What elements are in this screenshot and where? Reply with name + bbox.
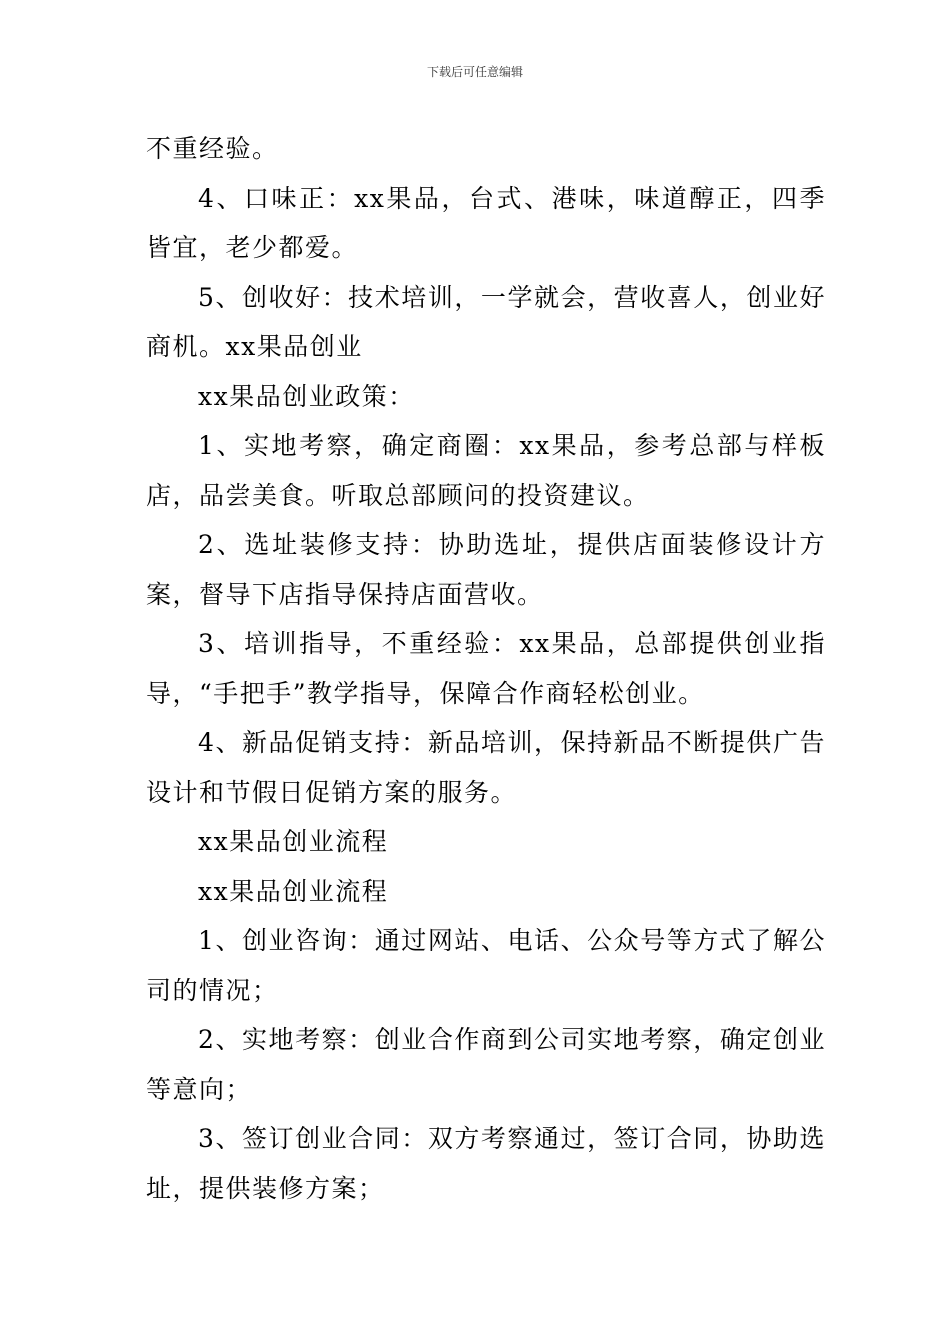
paragraph-2: 4、口味正：xx果品，台式、港味，味道醇正，四季皆宜，老少都爱。 — [146, 183, 826, 262]
paragraph-13: 3、签订创业合同：双方考察通过，签订合同，协助选址，提供装修方案； — [146, 1124, 826, 1203]
paragraph-9: xx果品创业流程 — [198, 827, 389, 856]
paragraph-11: 1、创业咨询：通过网站、电话、公众号等方式了解公司的情况； — [146, 926, 826, 1005]
paragraph-3: 5、创收好：技术培训，一学就会，营收喜人，创业好商机。xx果品创业 — [146, 282, 826, 361]
paragraph-7: 3、培训指导，不重经验：xx果品，总部提供创业指导，“手把手”教学指导，保障合作商轻松创业。 — [146, 629, 826, 708]
paragraph-12: 2、实地考察：创业合作商到公司实地考察，确定创业等意向； — [146, 1025, 826, 1104]
page-header: 下载后可任意编辑 — [426, 65, 523, 79]
paragraph-8: 4、新品促销支持：新品培训，保持新品不断提供广告设计和节假日促销方案的服务。 — [146, 728, 826, 807]
paragraph-6: 2、选址装修支持：协助选址，提供店面装修设计方案，督导下店指导保持店面营收。 — [146, 530, 826, 609]
paragraph-5: 1、实地考察，确定商圈：xx果品，参考总部与样板店，品尝美食。听取总部顾问的投资建议。 — [146, 431, 826, 510]
paragraph-1: 不重经验。 — [146, 134, 279, 163]
document-body — [146, 124, 826, 1213]
paragraph-4: xx果品创业政策： — [198, 381, 415, 411]
paragraph-10: xx果品创业流程 — [198, 876, 389, 906]
